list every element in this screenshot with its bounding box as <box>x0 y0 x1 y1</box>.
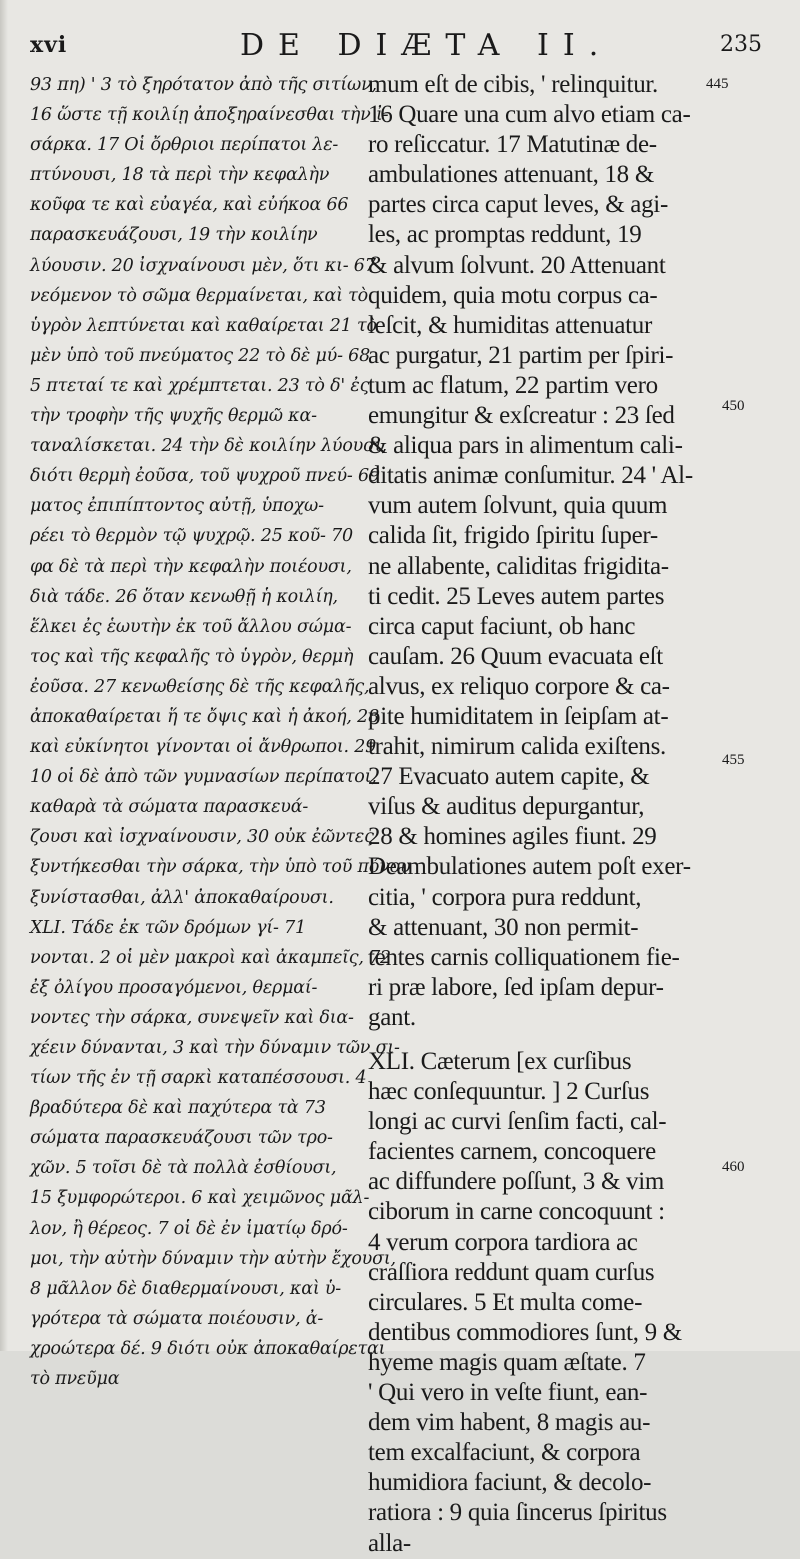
latin-line: hæc conſequuntur. ] 2 Curſus <box>368 1078 650 1106</box>
section-number: xvi <box>30 32 68 58</box>
latin-line: 16 Quare una cum alvo etiam ca- <box>368 101 691 129</box>
greek-line: ξυνίστασθαι, ἀλλ' ἀποκαθαίρουσι. <box>30 887 334 908</box>
greek-line: τὴν τροφὴν τῆς ψυχῆς θερμῶ κα- <box>30 406 317 427</box>
latin-line: ambulationes attenuant, 18 & <box>368 161 654 189</box>
greek-line: χροώτερα δέ. 9 διότι οὐκ ἀποκαθαίρεται <box>30 1338 386 1359</box>
greek-line: χέειν δύνανται, 3 καὶ τὴν δύναμιν τῶν σι- <box>30 1038 400 1058</box>
greek-line: νοντες τὴν σάρκα, συνεψεῖν καὶ δια- <box>30 1007 354 1028</box>
greek-line: ρέει τὸ θερμὸν τῷ ψυχρῷ. 25 κοῦ- 70 <box>30 526 353 547</box>
latin-line: calida ſit, frigido ſpiritu ſuper- <box>368 522 658 550</box>
greek-line: ἐξ ὀλίγου προσαγόμενοι, θερμαί- <box>30 977 318 998</box>
greek-line: κοῦφα τε καὶ εὐαγέα, καὶ εὐήκοα 66 <box>30 195 349 216</box>
section-gap <box>368 1033 708 1047</box>
latin-line: ditatis animæ conſumitur. 24 ' Al- <box>368 462 693 490</box>
latin-line: les, ac promptas reddunt, 19 <box>368 221 642 249</box>
greek-line: ἐοῦσα. 27 κενωθείσης δὲ τῆς κεφαλῆς, <box>30 676 370 697</box>
latin-line: facientes carnem, concoquere <box>368 1138 656 1166</box>
latin-line: ' Qui vero in veſte fiunt, ean- <box>368 1379 648 1407</box>
greek-line: λον, ἢ θέρεος. 7 οἱ δὲ ἐν ἱματίῳ δρό- <box>30 1218 348 1239</box>
greek-line: λύουσιν. 20 ἰσχναίνουσι μὲν, ὅτι κι- 67 <box>30 255 376 276</box>
greek-line: καθαρὰ τὰ σώματα παρασκευά- <box>30 797 309 818</box>
greek-line: πτύνουσι, 18 τὰ περὶ τὴν κεφαλὴν <box>30 165 330 186</box>
greek-line: 8 μᾶλλον δὲ διαθερμαίνουσι, καὶ ὑ- <box>30 1278 341 1299</box>
latin-line: circa caput faciunt, ob hanc <box>368 612 636 640</box>
greek-line: ζουσι καὶ ἰσχναίνουσιν, 30 οὐκ ἐῶντες <box>30 827 374 848</box>
greek-line: 16 ὥστε τῇ κοιλίῃ ἀποξηραίνεσθαι τὴν ἰ- <box>30 105 389 126</box>
latin-line: & attenuant, 30 non permit- <box>368 913 639 941</box>
latin-line: viſus & auditus depurgantur, <box>368 793 645 821</box>
greek-line: ἕλκει ἐς ἑωυτὴν ἐκ τοῦ ἄλλου σώμα- <box>30 616 352 637</box>
margin-line-number: 445 <box>706 76 729 92</box>
running-header <box>30 28 782 62</box>
latin-line: trahit, nimirum calida exiſtens. <box>368 733 666 761</box>
latin-line: alvus, ex reliquo corpore & ca- <box>368 672 670 700</box>
latin-line: ti cedit. 25 Leves autem partes <box>368 582 665 610</box>
greek-line: ὑγρὸν λεπτύνεται καὶ καθαίρεται 21 τὸ <box>30 315 377 336</box>
latin-text-column <box>368 70 708 1559</box>
latin-line: dentibus commodiores ſunt, 9 & <box>368 1318 682 1346</box>
greek-line: γρότερα τὰ σώματα ποιέουσιν, ἀ- <box>30 1308 324 1329</box>
latin-line: ciborum in carne concoquunt : <box>368 1198 665 1226</box>
latin-line: ri præ labore, ſed ipſam depur- <box>368 973 664 1001</box>
latin-line: craſſiora reddunt quam curſus <box>368 1258 655 1286</box>
greek-line: 93 πη) ' 3 τὸ ξηρότατον ἀπὸ τῆς σιτίων, <box>30 75 377 95</box>
latin-line: XLI. Cæterum [ex curſibus <box>368 1048 632 1075</box>
latin-line: 4 verum corpora tardiora ac <box>368 1228 638 1256</box>
latin-line: dem vim habent, 8 magis au- <box>368 1409 651 1437</box>
latin-line: mum eſt de cibis, ' relinquitur. <box>368 71 658 98</box>
greek-line: ἀποκαθαίρεται ἥ τε ὄψις καὶ ἡ ἀκοή, 28 <box>30 706 380 727</box>
margin-line-number: 460 <box>722 1159 745 1175</box>
latin-line: longi ac curvi ſenſim facti, cal- <box>368 1108 667 1136</box>
greek-line: ξυντήκεσθαι τὴν σάρκα, τὴν ὑπὸ τοῦ πόνου <box>30 857 411 878</box>
greek-line: βραδύτερα δὲ καὶ παχύτερα τὰ 73 <box>30 1098 326 1119</box>
greek-line: 5 πτεταί τε καὶ χρέμπτεται. 23 τὸ δ' ἐς <box>30 375 370 396</box>
greek-line: διὰ τάδε. 26 ὅταν κενωθῇ ἡ κοιλίη, <box>30 586 338 607</box>
latin-line: vum autem ſolvunt, quia quum <box>368 492 668 520</box>
latin-line: pite humiditatem in ſeipſam at- <box>368 702 669 730</box>
latin-line: emungitur & exſcreatur : 23 ſed <box>368 402 675 430</box>
greek-line: XLI. Τάδε ἐκ τῶν δρόμων γί- 71 <box>30 917 306 938</box>
latin-line: gant. <box>368 1003 416 1031</box>
latin-line: humidiora faciunt, & decolo- <box>368 1469 652 1497</box>
margin-line-number: 450 <box>722 398 745 414</box>
latin-line: 28 & homines agiles fiunt. 29 <box>368 823 657 851</box>
latin-line: ac purgatur, 21 partim per ſpiri- <box>368 341 674 369</box>
latin-line: ro reſiccatur. 17 Matutinæ de- <box>368 131 657 159</box>
latin-line: circulares. 5 Et multa come- <box>368 1288 643 1316</box>
greek-line: νονται. 2 οἱ μὲν μακροὶ καὶ ἀκαμπεῖς, 72 <box>30 947 391 968</box>
latin-line: ratiora : 9 quia ſincerus ſpiritus <box>368 1499 667 1527</box>
greek-line: χῶν. 5 τοῖσι δὲ τὰ πολλὰ ἐσθίουσι, <box>30 1158 337 1179</box>
greek-line: μοι, τὴν αὐτὴν δύναμιν τὴν αὐτὴν ἔχουσι, <box>30 1248 396 1269</box>
latin-line: hyeme magis quam æſtate. 7 <box>368 1348 646 1376</box>
latin-line: & aliqua pars in alimentum cali- <box>368 432 683 460</box>
greek-line: 10 οἱ δὲ ἀπὸ τῶν γυμνασίων περίπατοι, <box>30 767 377 788</box>
margin-line-number: 455 <box>722 752 745 768</box>
greek-line: παρασκευάζουσι, 19 τὴν κοιλίην <box>30 225 318 246</box>
latin-line: tum ac flatum, 22 partim vero <box>368 371 658 399</box>
greek-line: 15 ξυμφορώτεροι. 6 καὶ χειμῶνος μᾶλ- <box>30 1188 370 1209</box>
greek-line: σώματα παρασκευάζουσι τῶν τρο- <box>30 1128 333 1149</box>
greek-line: μὲν ὑπὸ τοῦ πνεύματος 22 τὸ δὲ μύ- 68 <box>30 345 371 366</box>
page-number: 235 <box>720 32 762 57</box>
latin-line: ne allabente, caliditas frigidita- <box>368 552 669 580</box>
latin-line: quidem, quia motu corpus ca- <box>368 281 658 309</box>
latin-line: ac diffundere poſſunt, 3 & vim <box>368 1168 665 1196</box>
latin-line: tentes carnis colliquationem fie- <box>368 943 680 971</box>
latin-line: 27 Evacuato autem capite, & <box>368 763 650 791</box>
greek-line: ματος ἐπιπίπτοντος αὐτῇ, ὑποχω- <box>30 496 324 517</box>
greek-line: σάρκα. 17 Οἱ ὄρθριοι περίπατοι λε- <box>30 135 339 156</box>
greek-line: φα δὲ τὰ περὶ τὴν κεφαλὴν ποιέουσι, <box>30 556 352 577</box>
greek-line: νεόμενον τὸ σῶμα θερμαίνεται, καὶ τὸ <box>30 285 368 306</box>
greek-line: τὸ πνεῦμα <box>30 1369 120 1390</box>
greek-line: ταναλίσκεται. 24 τὴν δὲ κοιλίην λύουσι, <box>30 436 387 457</box>
latin-line: cauſam. 26 Quum evacuata eſt <box>368 642 663 670</box>
greek-line: τίων τῆς ἐν τῇ σαρκὶ καταπέσσουσι. 4 <box>30 1068 367 1089</box>
latin-line: & alvum ſolvunt. 20 Attenuant <box>368 251 666 279</box>
latin-line: tem excalfaciunt, & corpora <box>368 1439 641 1467</box>
latin-line: partes circa caput leves, & agi- <box>368 191 668 219</box>
greek-line: διότι θερμὴ ἐοῦσα, τοῦ ψυχροῦ πνεύ- 69 <box>30 466 380 487</box>
greek-line: καὶ εὐκίνητοι γίνονται οἱ ἄνθρωποι. 29 <box>30 737 377 758</box>
latin-line: citia, ' corpora pura reddunt, <box>368 883 642 911</box>
latin-line: alla- <box>368 1529 411 1557</box>
greek-line: τος καὶ τῆς κεφαλῆς τὸ ὑγρὸν, θερμὴ <box>30 646 354 667</box>
latin-line: leſcit, & humiditas attenuatur <box>368 311 652 339</box>
latin-line: Deambulationes autem poſt exer- <box>368 853 691 881</box>
running-title: DE DIÆTA II. <box>240 28 613 63</box>
page-spine-shadow <box>0 0 8 1351</box>
